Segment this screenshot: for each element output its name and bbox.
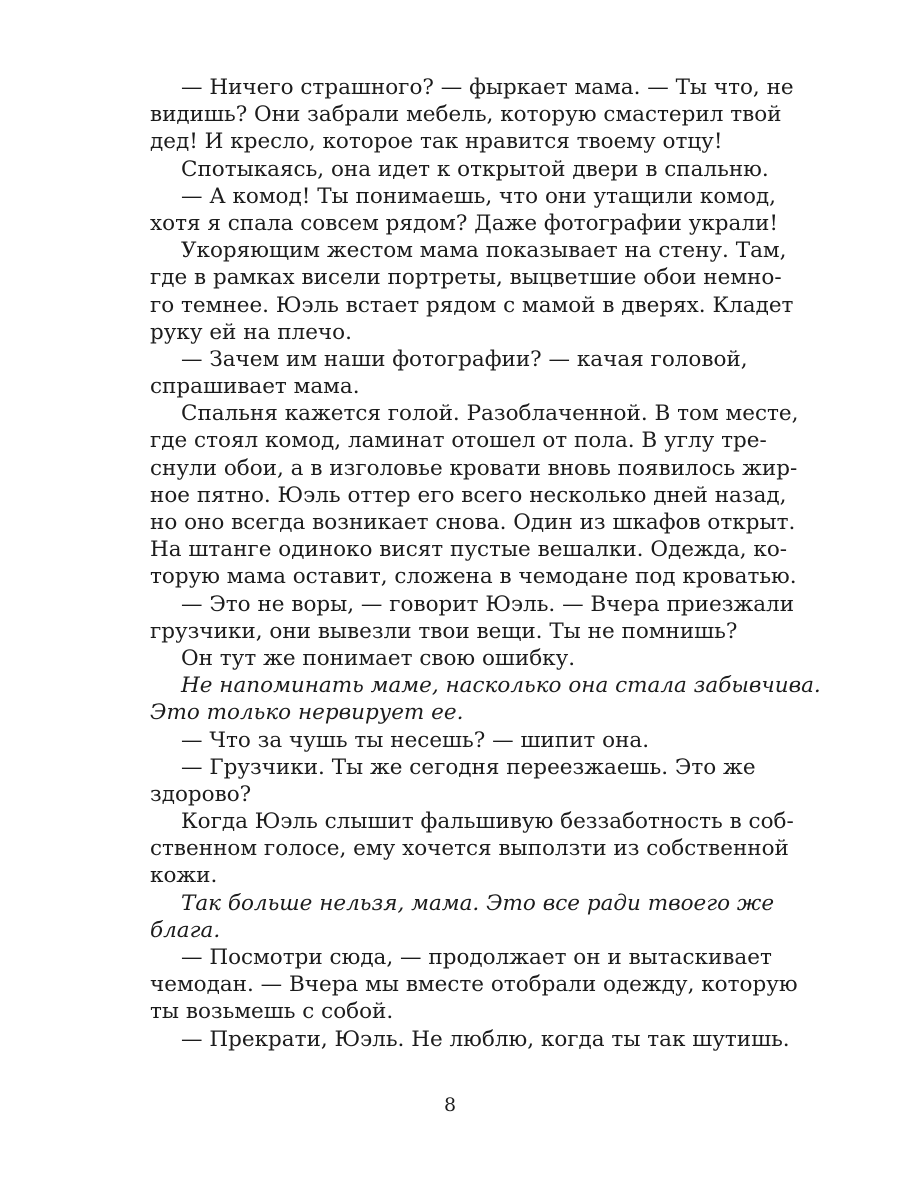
paragraph — [150, 156, 769, 183]
text-line: — Посмотри сюда, — продолжает он и вытаскивает — [181, 945, 772, 970]
text-line: — Что за чушь ты несешь? — шипит она. — [181, 727, 650, 753]
italic-paragraph — [150, 890, 775, 944]
text-line: ное пятно. Юэль оттер его всего несколько дней назад, — [150, 482, 787, 508]
text-line: видишь? Они забрали мебель, которую смастерил твой — [150, 102, 782, 128]
italic-paragraph — [150, 672, 821, 726]
text-line: торую мама оставит, сложена в чемодане под кроватью. — [150, 564, 797, 590]
text-line: — Прекрати, Юэль. Не люблю, когда ты так шутишь. — [181, 1026, 790, 1052]
paragraph — [150, 645, 726, 672]
text-line: — Ничего страшного? — фыркает мама. — Ты что, не — [181, 75, 794, 100]
paragraph — [150, 591, 795, 645]
text-line: хотя я спала совсем рядом? Даже фотографии украли! — [150, 210, 778, 236]
paragraph — [150, 400, 799, 590]
text-line: чемодан. — Вчера мы вместе отобрали одежду, которую — [150, 972, 798, 998]
paragraph — [150, 237, 794, 346]
text-line: дед! И кресло, которое так нравится твоему отцу! — [150, 129, 723, 155]
text-line: но оно всегда возникает снова. Один из шкафов открыт. — [150, 510, 796, 535]
text-line: спрашивает мама. — [150, 374, 360, 400]
text-line: го темнее. Юэль встает рядом с мамой в дверях. Кладет — [150, 292, 794, 318]
text-line: Так больше нельзя, мама. Это все ради твоего же — [181, 890, 775, 916]
text-line: На штанге одиноко висят пустые вешалки. Одежда, ко- — [150, 537, 788, 563]
text-line: кожи. — [150, 863, 218, 889]
text-line: Это только нервирует ее. — [150, 700, 464, 726]
text-line: ты возьмешь с собой. — [150, 999, 394, 1025]
text-line: — Это не воры, — говорит Юэль. — Вчера приезжали — [181, 591, 795, 617]
text-line: блага. — [150, 917, 221, 943]
paragraph — [150, 727, 726, 754]
text-line: — А комод! Ты понимаешь, что они утащили комод, — [181, 183, 777, 209]
text-line: Укоряющим жестом мама показывает на стену. Там, — [181, 238, 787, 264]
text-line: — Зачем им наши фотографии? — качая головой, — [181, 346, 748, 372]
paragraph — [150, 754, 756, 808]
paragraph — [150, 346, 748, 400]
text-line: руку ей на плечо. — [150, 319, 352, 345]
text-line: Он тут же понимает свою ошибку. — [181, 645, 576, 671]
text-line: ственном голосе, ему хочется выползти из собственной — [150, 836, 789, 862]
text-line: Когда Юэль слышит фальшивую беззаботность в соб- — [181, 809, 794, 835]
text-line: где в рамках висели портреты, выцветшие обои немно- — [150, 265, 782, 291]
paragraph — [150, 1026, 790, 1053]
text-line: Не напоминать маме, насколько она стала забывчива. — [181, 673, 821, 699]
text-line: где стоял комод, ламинат отошел от пола. В углу тре- — [150, 428, 767, 454]
text-line: — Грузчики. Ты же сегодня переезжаешь. Это же — [181, 754, 756, 780]
page-number: 8 — [443, 1094, 457, 1116]
text-line: Спотыкаясь, она идет к открытой двери в спальню. — [181, 156, 769, 182]
page-body-text — [150, 74, 821, 1053]
paragraph — [150, 944, 798, 1026]
text-line: снули обои, а в изголовье кровати вновь появилось жир- — [150, 455, 798, 481]
paragraph — [150, 183, 778, 237]
text-line: Спальня кажется голой. Разоблаченной. В том месте, — [181, 401, 799, 427]
paragraph — [150, 808, 794, 890]
paragraph — [150, 74, 794, 156]
text-line: грузчики, они вывезли твои вещи. Ты не помнишь? — [150, 618, 738, 644]
text-line: здорово? — [150, 781, 252, 807]
